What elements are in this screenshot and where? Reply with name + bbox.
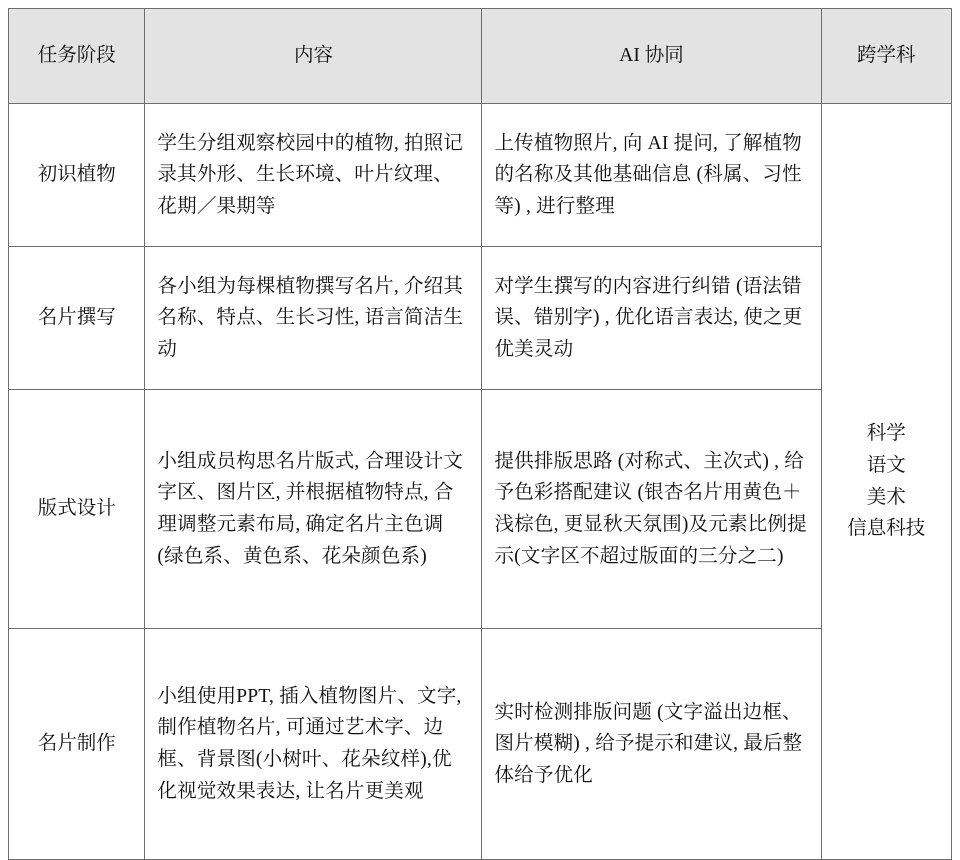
cross-subject-line: 语文 — [866, 454, 906, 476]
table-row — [9, 629, 952, 860]
stage-cell: 名片撰写 — [9, 247, 145, 390]
stage-cell: 版式设计 — [9, 390, 145, 629]
lesson-plan-table — [8, 8, 952, 860]
cross-subject-cell — [821, 104, 951, 860]
ai-cell: 实时检测排版问题 (文字溢出边框、图片模糊) , 给予提示和建议, 最后整体给予优化 — [482, 629, 821, 860]
cross-subject-line: 信息科技 — [847, 518, 926, 540]
header-cell-cross: 跨学科 — [821, 9, 951, 104]
content-cell: 各小组为每棵植物撰写名片, 介绍其名称、特点、生长习性, 语言简洁生动 — [145, 247, 482, 390]
header-cell-ai: AI 协同 — [482, 9, 821, 104]
header-row — [9, 9, 952, 104]
stage-cell: 初识植物 — [9, 104, 145, 247]
table-header — [9, 9, 952, 104]
header-cell-content: 内容 — [145, 9, 482, 104]
ai-cell: 提供排版思路 (对称式、主次式) , 给予色彩搭配建议 (银杏名片用黄色＋浅棕色, 更显秋天氛围)及元素比例提示(文字区不超过版面的三分之二) — [482, 390, 821, 629]
header-cell-stage: 任务阶段 — [9, 9, 145, 104]
cross-subject-line: 科学 — [866, 423, 906, 445]
table-row — [9, 104, 952, 247]
content-cell: 小组成员构思名片版式, 合理设计文字区、图片区, 并根据植物特点, 合理调整元素布局, 确定名片主色调 (绿色系、黄色系、花朵颜色系) — [145, 390, 482, 629]
content-cell: 学生分组观察校园中的植物, 拍照记录其外形、生长环境、叶片纹理、花期／果期等 — [145, 104, 482, 247]
ai-cell: 对学生撰写的内容进行纠错 (语法错误、错别字) , 优化语言表达, 使之更优美灵动 — [482, 247, 821, 390]
ai-cell: 上传植物照片, 向 AI 提问, 了解植物的名称及其他基础信息 (科属、习性等) , 进行整理 — [482, 104, 821, 247]
table-row — [9, 247, 952, 390]
content-cell: 小组使用PPT, 插入植物图片、文字, 制作植物名片, 可通过艺术字、边框、背景图(小树叶、花朵纹样),优化视觉效果表达, 让名片更美观 — [145, 629, 482, 860]
table-row — [9, 390, 952, 629]
cross-subject-line: 美术 — [866, 486, 906, 508]
table-body — [9, 104, 952, 860]
stage-cell: 名片制作 — [9, 629, 145, 860]
